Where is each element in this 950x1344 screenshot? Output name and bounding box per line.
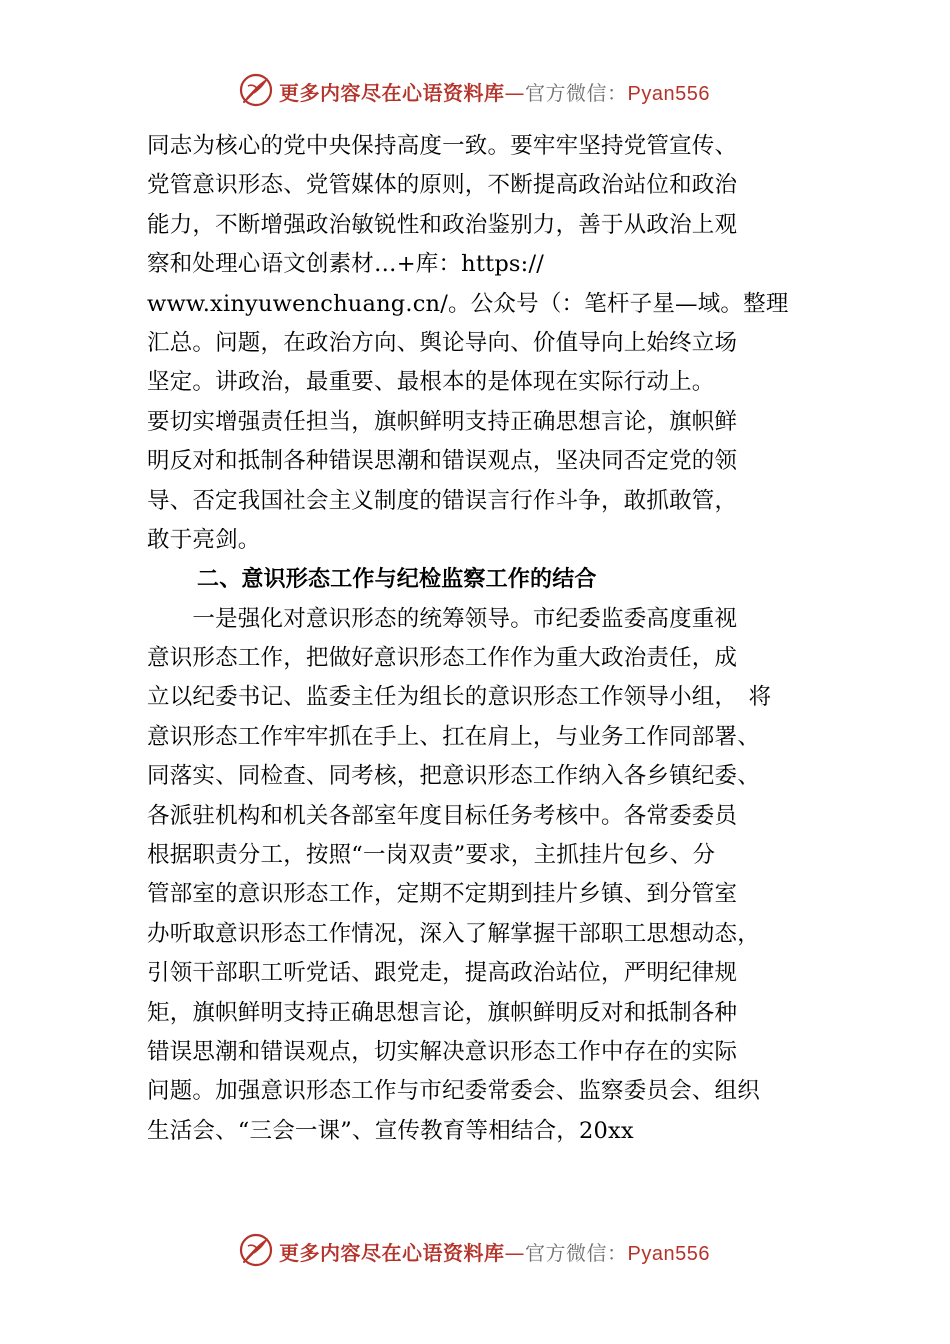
document-body [147,127,827,1151]
text-line: 意识形态工作，把做好意识形态工作作为重大政治责任，成 [147,645,738,672]
banner-text [279,1237,710,1266]
footer-banner [0,1228,950,1274]
text-line: 办听取意识形态工作情况，深入了解掌握干部职工思想动态， [147,920,760,947]
text-line: 坚定。讲政治，最重要、最根本的是体现在实际行动上。 [147,369,715,396]
text-line: 能力，不断增强政治敏锐性和政治鉴别力，善于从政治上观 [147,211,738,238]
text-line: 明反对和抵制各种错误思潮和错误观点，坚决同否定党的领 [147,448,738,475]
text-line: 矩，旗帜鲜明支持正确思想言论，旗帜鲜明反对和抵制各种 [147,999,738,1026]
text-line: 意识形态工作牢牢抓在手上、扛在肩上，与业务工作同部署、 [147,723,760,750]
banner-dash: — [504,1241,525,1265]
banner-wechat-id: Pyan556 [627,1243,710,1265]
quill-pen-logo-icon [238,1232,274,1268]
text-line: 敢于亮剑。 [147,526,261,553]
text-line: 问题。加强意识形态工作与市纪委常委会、监察委员会、组织 [147,1078,760,1105]
text-line: 各派驻机构和机关各部室年度目标任务考核中。各常委委员 [147,802,738,829]
banner-main-text: 更多内容尽在心语资料库 [279,81,505,105]
text-line: 要切实增强责任担当，旗帜鲜明支持正确思想言论，旗帜鲜 [147,408,738,435]
text-line: 一是强化对意识形态的统筹领导。市纪委监委高度重视 [147,605,738,632]
banner-main-text: 更多内容尽在心语资料库 [279,1241,505,1265]
text-line: 导、否定我国社会主义制度的错误言行作斗争，敢抓敢管， [147,487,738,514]
banner-text [279,77,710,106]
banner-official-label: 官方微信： [525,81,628,105]
text-line: 党管意识形态、党管媒体的原则，不断提高政治站位和政治 [147,172,738,199]
quill-pen-logo-icon [238,72,274,108]
section-heading: 二、意识形态工作与纪检监察工作的结合 [197,567,597,593]
text-line: 引领干部职工听党话、跟党走，提高政治站位，严明纪律规 [147,960,738,987]
text-line: 管部室的意识形态工作，定期不定期到挂片乡镇、到分管室 [147,881,738,908]
text-line: 根据职责分工，按照“一岗双责”要求，主抓挂片包乡、分 [147,842,716,869]
header-banner [0,68,950,114]
text-line: 立以纪委书记、监委主任为组长的意识形态工作领导小组， 将 [147,684,772,711]
banner-wechat-id: Pyan556 [627,83,710,105]
text-line: 汇总。问题，在政治方向、舆论导向、价值导向上始终立场 [147,329,738,356]
text-line: www.xinyuwenchuang.cn/。公众号（：笔杆子星—域。整理 [147,290,789,317]
banner-official-label: 官方微信： [525,1241,628,1265]
text-line: 错误思潮和错误观点，切实解决意识形态工作中存在的实际 [147,1038,738,1065]
text-line: 察和处理心语文创素材…+库：https:// [147,251,545,278]
text-line: 生活会、“三会一课”、宣传教育等相结合，20xx [147,1117,634,1144]
text-line: 同落实、同检查、同考核，把意识形态工作纳入各乡镇纪委、 [147,763,760,790]
text-line: 同志为核心的党中央保持高度一致。要牢牢坚持党管宣传、 [147,133,738,159]
banner-dash: — [504,81,525,105]
